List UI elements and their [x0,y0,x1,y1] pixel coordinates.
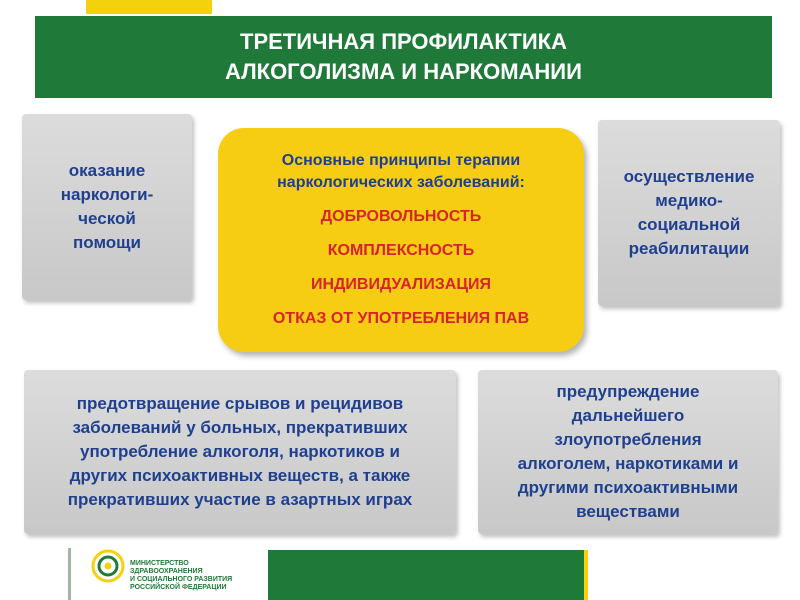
footer-yellow-edge [584,550,588,600]
title-line-2: АЛКОГОЛИЗМА И НАРКОМАНИИ [225,59,582,84]
card-relapse-prevention [24,370,456,534]
card-text-line: прекративших участие в азартных играх [67,490,413,509]
title-line-1: ТРЕТИЧНАЯ ПРОФИЛАКТИКА [240,29,567,54]
card-text-line: употребление алкоголя, наркотиков и [80,442,400,461]
principle-item: КОМПЛЕКСНОСТЬ [327,242,475,259]
therapy-principles-panel [218,128,584,352]
card-text-line: наркологи- [60,185,154,204]
card-text-line: веществами [576,502,680,521]
principles-heading [277,150,525,194]
card-text-line: другими психоактивными [517,478,739,497]
ministry-line: МИНИСТЕРСТВО [130,560,189,567]
card-text-line: реабилитации [628,239,750,258]
card-abuse-prevention [478,370,778,534]
card-text-line: социальной [637,215,741,234]
principle-item: ОТКАЗ ОТ УПОТРЕБЛЕНИЯ ПАВ [272,310,530,327]
footer-green-bar [268,550,584,600]
card-text-line: ческой [78,209,136,228]
card-text-line: заболеваний у больных, прекративших [72,418,408,437]
ministry-name [130,560,270,592]
ministry-line: И СОЦИАЛЬНОГО РАЗВИТИЯ [130,576,233,583]
ministry-line: РОССИЙСКОЙ ФЕДЕРАЦИИ [130,584,227,591]
heading-line: Основные принципы терапии [281,152,521,169]
heading-line: наркологических заболеваний: [277,174,525,191]
ministry-logo-icon [88,548,128,584]
card-text-line: оказание [68,161,146,180]
principle-item: ДОБРОВОЛЬНОСТЬ [320,208,482,225]
card-text-line: медико- [655,191,723,210]
card-text-line: других психоактивных веществ, а также [69,466,411,485]
card-text-line: помощи [73,233,141,252]
top-accent-tab [86,0,212,14]
card-rehabilitation [598,120,780,306]
ministry-line: ЗДРАВООХРАНЕНИЯ [130,568,203,575]
card-text-line: злоупотребления [554,430,702,449]
card-text-line: предупреждение [556,382,700,401]
principles-list [273,200,529,336]
principle-item: ИНДИВИДУАЛИЗАЦИЯ [310,276,492,293]
card-text-line: предотвращение срывов и рецидивов [76,394,404,413]
slide-title [35,16,772,98]
card-text-line: алкоголем, наркотиками и [517,454,739,473]
footer-divider [68,548,71,600]
card-text-line: осуществление [623,167,755,186]
card-text-line: дальнейшего [571,406,685,425]
card-narcological-help [22,114,192,300]
